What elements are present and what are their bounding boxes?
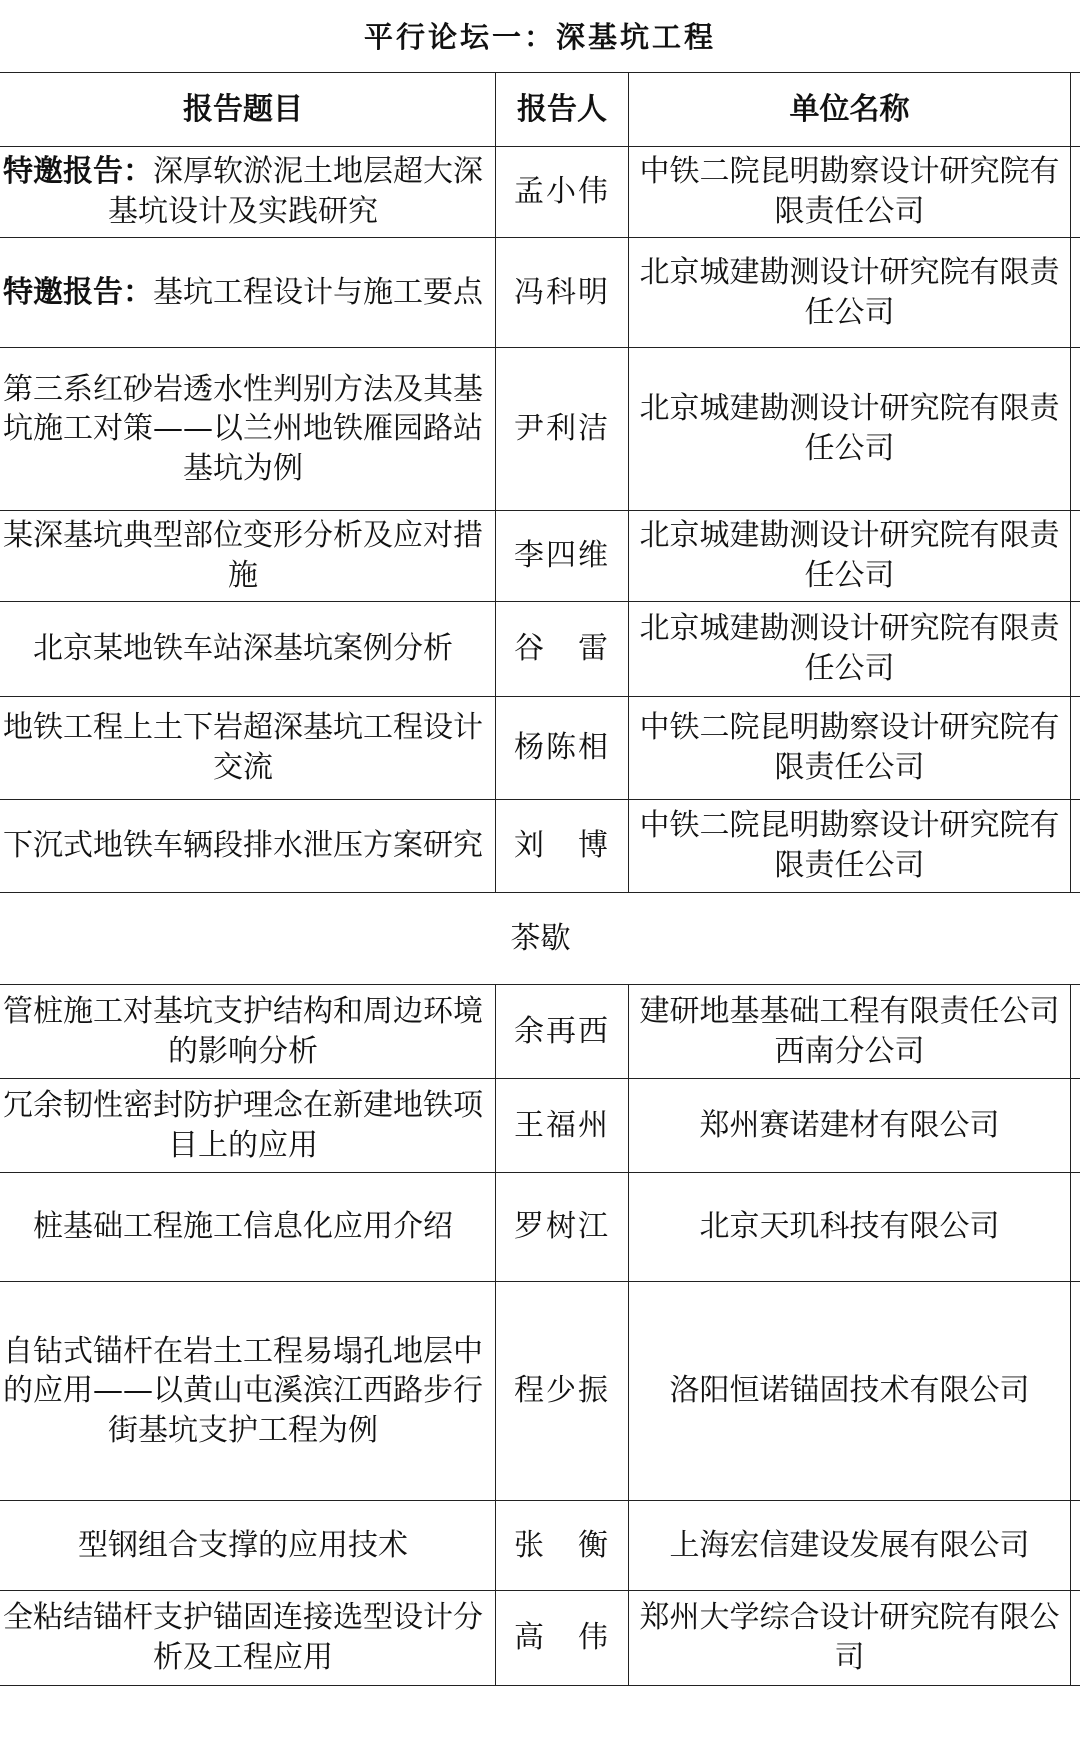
topic-cell — [0, 238, 496, 348]
topic-cell — [0, 147, 496, 238]
speaker-cell: 余再西 — [496, 985, 629, 1079]
edge-cell — [1071, 511, 1080, 602]
topic-cell: 北京某地铁车站深基坑案例分析 — [0, 602, 496, 697]
org-cell: 北京城建勘测设计研究院有限责任公司 — [629, 602, 1071, 697]
org-cell: 郑州赛诺建材有限公司 — [629, 1079, 1071, 1173]
header-speaker: 报告人 — [496, 73, 629, 147]
edge-cell — [1071, 238, 1080, 348]
page-title: 平行论坛一：深基坑工程 — [363, 19, 716, 54]
table-row — [0, 800, 1080, 893]
table-row — [0, 147, 1080, 238]
header-topic: 报告题目 — [0, 73, 496, 147]
speaker-cell: 刘 博 — [496, 800, 629, 893]
topic-cell: 某深基坑典型部位变形分析及应对措施 — [0, 511, 496, 602]
speaker-cell: 程少振 — [496, 1282, 629, 1501]
edge-cell — [1071, 1282, 1080, 1501]
table-row — [0, 1173, 1080, 1282]
org-cell: 中铁二院昆明勘察设计研究院有限责任公司 — [629, 697, 1071, 800]
table-row — [0, 511, 1080, 602]
speaker-cell: 李四维 — [496, 511, 629, 602]
table-row — [0, 348, 1080, 511]
speaker-cell: 罗树江 — [496, 1173, 629, 1282]
org-cell: 洛阳恒诺锚固技术有限公司 — [629, 1282, 1071, 1501]
header-org: 单位名称 — [629, 73, 1071, 147]
speaker-cell: 王福州 — [496, 1079, 629, 1173]
table-row — [0, 1591, 1080, 1686]
speaker-cell: 冯科明 — [496, 238, 629, 348]
org-cell: 郑州大学综合设计研究院有限公司 — [629, 1591, 1071, 1686]
topic-cell: 管桩施工对基坑支护结构和周边环境的影响分析 — [0, 985, 496, 1079]
table-row — [0, 602, 1080, 697]
edge-cell — [1071, 1591, 1080, 1686]
org-cell: 中铁二院昆明勘察设计研究院有限责任公司 — [629, 800, 1071, 893]
speaker-cell: 杨陈相 — [496, 697, 629, 800]
edge-cell — [1071, 1079, 1080, 1173]
break-row — [0, 893, 1080, 985]
table-row — [0, 985, 1080, 1079]
invited-tag: 特邀报告： — [3, 154, 153, 190]
topic-cell: 地铁工程上土下岩超深基坑工程设计交流 — [0, 697, 496, 800]
header-row — [0, 73, 1080, 147]
speaker-cell: 孟小伟 — [496, 147, 629, 238]
org-cell: 北京城建勘测设计研究院有限责任公司 — [629, 238, 1071, 348]
edge-cell — [1071, 800, 1080, 893]
topic-text: 深厚软淤泥土地层超大深基坑设计及实践研究 — [108, 154, 483, 229]
edge-cell — [1071, 602, 1080, 697]
edge-cell — [1071, 348, 1080, 511]
table-row — [0, 1282, 1080, 1501]
org-cell: 中铁二院昆明勘察设计研究院有限责任公司 — [629, 147, 1071, 238]
topic-cell: 第三系红砂岩透水性判别方法及其基坑施工对策——以兰州地铁雁园路站基坑为例 — [0, 348, 496, 511]
edge-cell — [1071, 147, 1080, 238]
edge-cell — [1071, 73, 1080, 147]
topic-cell: 自钻式锚杆在岩土工程易塌孔地层中的应用——以黄山屯溪滨江西路步行街基坑支护工程为例 — [0, 1282, 496, 1501]
org-cell: 北京天玑科技有限公司 — [629, 1173, 1071, 1282]
table-row — [0, 697, 1080, 800]
edge-cell — [1071, 985, 1080, 1079]
speaker-cell: 谷 雷 — [496, 602, 629, 697]
speaker-cell: 尹利洁 — [496, 348, 629, 511]
table-row — [0, 238, 1080, 348]
topic-cell: 冗余韧性密封防护理念在新建地铁项目上的应用 — [0, 1079, 496, 1173]
topic-cell: 全粘结锚杆支护锚固连接选型设计分析及工程应用 — [0, 1591, 496, 1686]
edge-cell — [1071, 1501, 1080, 1591]
tea-break-label: 茶歇 — [0, 893, 1080, 985]
topic-text: 基坑工程设计与施工要点 — [153, 274, 483, 310]
org-cell: 建研地基基础工程有限责任公司西南分公司 — [629, 985, 1071, 1079]
invited-tag: 特邀报告： — [3, 274, 153, 310]
table-row — [0, 1079, 1080, 1173]
speaker-cell: 高 伟 — [496, 1591, 629, 1686]
edge-cell — [1071, 1173, 1080, 1282]
topic-cell: 下沉式地铁车辆段排水泄压方案研究 — [0, 800, 496, 893]
topic-cell: 桩基础工程施工信息化应用介绍 — [0, 1173, 496, 1282]
table-row — [0, 1501, 1080, 1591]
speaker-cell: 张 衡 — [496, 1501, 629, 1591]
topic-cell: 型钢组合支撑的应用技术 — [0, 1501, 496, 1591]
org-cell: 北京城建勘测设计研究院有限责任公司 — [629, 348, 1071, 511]
org-cell: 上海宏信建设发展有限公司 — [629, 1501, 1071, 1591]
schedule-table — [0, 72, 1080, 1686]
org-cell: 北京城建勘测设计研究院有限责任公司 — [629, 511, 1071, 602]
edge-cell — [1071, 697, 1080, 800]
